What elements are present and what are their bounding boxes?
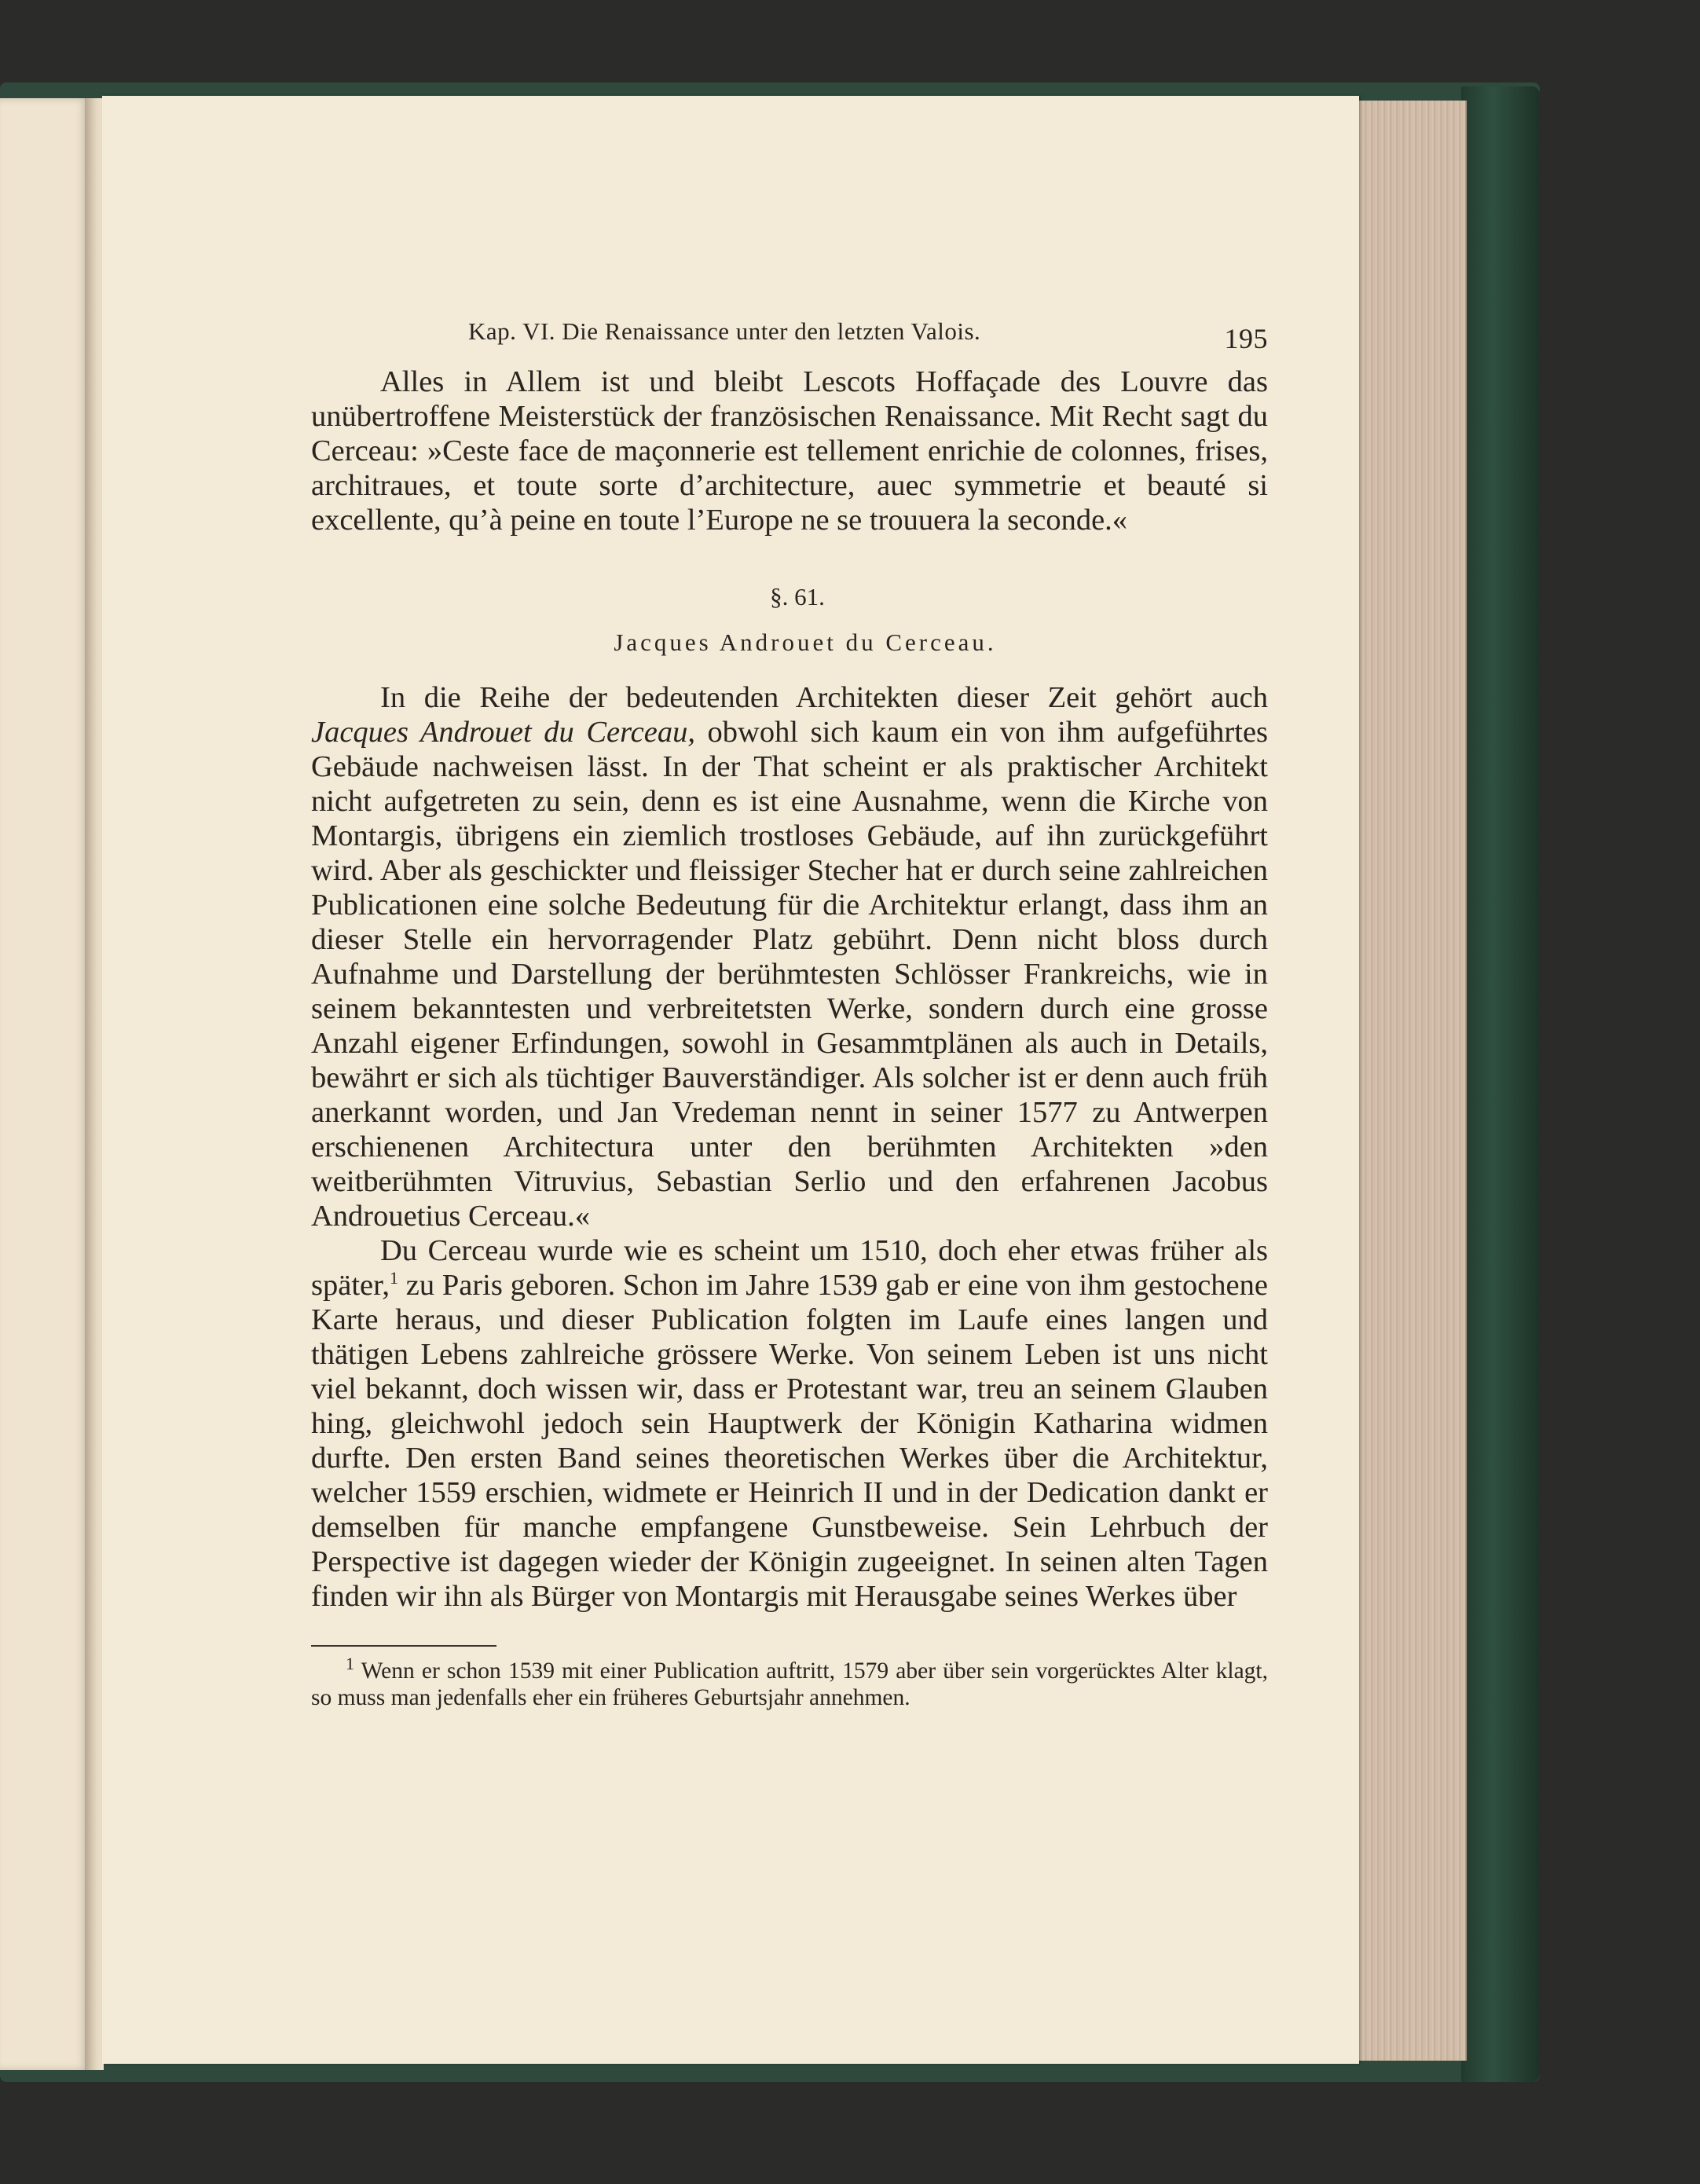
- page-content: [311, 317, 1268, 1711]
- paragraph-cerceau-intro: [311, 680, 1268, 1233]
- running-head-title: Kap. VI. Die Renaissance unter den letzten Valois.: [468, 317, 981, 345]
- paragraph-text: obwohl sich kaum ein von ihm aufgeführtes Gebäude nachweisen lässt. In der That scheint er als praktischer Architekt nicht aufgetreten zu sein, denn es ist eine Ausnahme, wenn die Kirche von Montargis, übrigens ein ziemlich trostloses Gebäude, auf ihn zurückgeführt wird. Aber als geschickter und fleissiger Stecher hat er durch seine zahlreichen Publicationen eine solche Bedeutung für die Architektur erlangt, dass ihm an dieser Stelle ein hervorragender Platz gebührt. Denn nicht bloss durch Aufnahme und Darstellung der berühmtesten Schlösser Frankreichs, wie in seinem bekanntesten und verbreitetsten Werke, sondern durch eine grosse Anzahl eigener Erfindungen, sowohl in Gesammtplänen als auch in Details, bewährt er sich als tüchtiger Bauverständiger. Als solcher ist er denn auch früh anerkannt worden, und Jan Vredeman nennt in seiner 1577 zu Antwerpen erschienenen Architectura unter den berühmten Architekten »den weitberühmten Vitruvius, Sebastian Serlio und den erfahrenen Jacobus Androuetius Cerceau.«: [311, 716, 1269, 1233]
- paragraph-text: Du Cerceau wurde wie es scheint um 1510, doch eher etwas früher als später,: [311, 1234, 1268, 1302]
- page-block-edges: [1355, 101, 1467, 2061]
- paragraph-cerceau-life: [311, 1233, 1268, 1614]
- book-page: [102, 96, 1359, 2064]
- footnote-reference: 1: [390, 1268, 399, 1288]
- page-number: 195: [1224, 323, 1268, 354]
- footnote-marker: 1: [346, 1654, 354, 1674]
- paragraph-text: zu Paris geboren. Schon im Jahre 1539 gab er eine von ihm gestochene Karte heraus, und dieser Publication folgten im Laufe eines langen und thätigen Lebens zahlreiche grössere Werke. Von seinem Leben ist uns nicht viel bekannt, doch wissen wir, dass er Protestant war, treu an seinem Glauben hing, gleichwohl jedoch sein Hauptwerk der Königin Katharina widmen durfte. Den ersten Band seines theoretischen Werkes über die Architektur, welcher 1559 erschien, widmete er Heinrich II und in der Dedication dankt er demselben für manche empfangene Gunstbeweise. Sein Lehrbuch der Perspective ist dagegen wieder der Königin zugeeignet. In seinen alten Tagen finden wir ihn als Bürger von Montargis mit Herausgabe seines Werkes über: [311, 1269, 1268, 1613]
- book-cover-edge: [1461, 86, 1540, 2082]
- section-number: §. 61.: [770, 583, 825, 610]
- previous-page-strip: [0, 98, 88, 2070]
- footnote-rule: [311, 1645, 496, 1647]
- name-italic: Jacques Androuet du Cerceau,: [311, 716, 695, 749]
- section-title: Jacques Androuet du Cerceau.: [614, 628, 997, 656]
- footnote-text: Wenn er schon 1539 mit einer Publication auftritt, 1579 aber über sein vorgerücktes Alter klagt, so muss man jedenfalls eher ein früheres Geburtsjahr annehmen.: [311, 1658, 1268, 1710]
- paragraph-text: In die Reihe der bedeutenden Architekten dieser Zeit gehört auch: [380, 681, 1268, 714]
- footnote: [311, 1654, 1268, 1711]
- book-gutter: [85, 98, 104, 2070]
- paragraph-louvre: Alles in Allem ist und bleibt Lescots Hoffaçade des Louvre das unübertroffene Meisterstück der französischen Renaissance. Mit Recht sagt du Cerceau: »Ceste face de maçonnerie est tellement enrichie de colonnes, frises, architraues, et toute sorte d’architecture, auec symmetrie et beauté si excellente, qu’à peine en toute l’Europe ne se trouuera la seconde.«: [311, 365, 1268, 537]
- running-head: [311, 317, 1268, 365]
